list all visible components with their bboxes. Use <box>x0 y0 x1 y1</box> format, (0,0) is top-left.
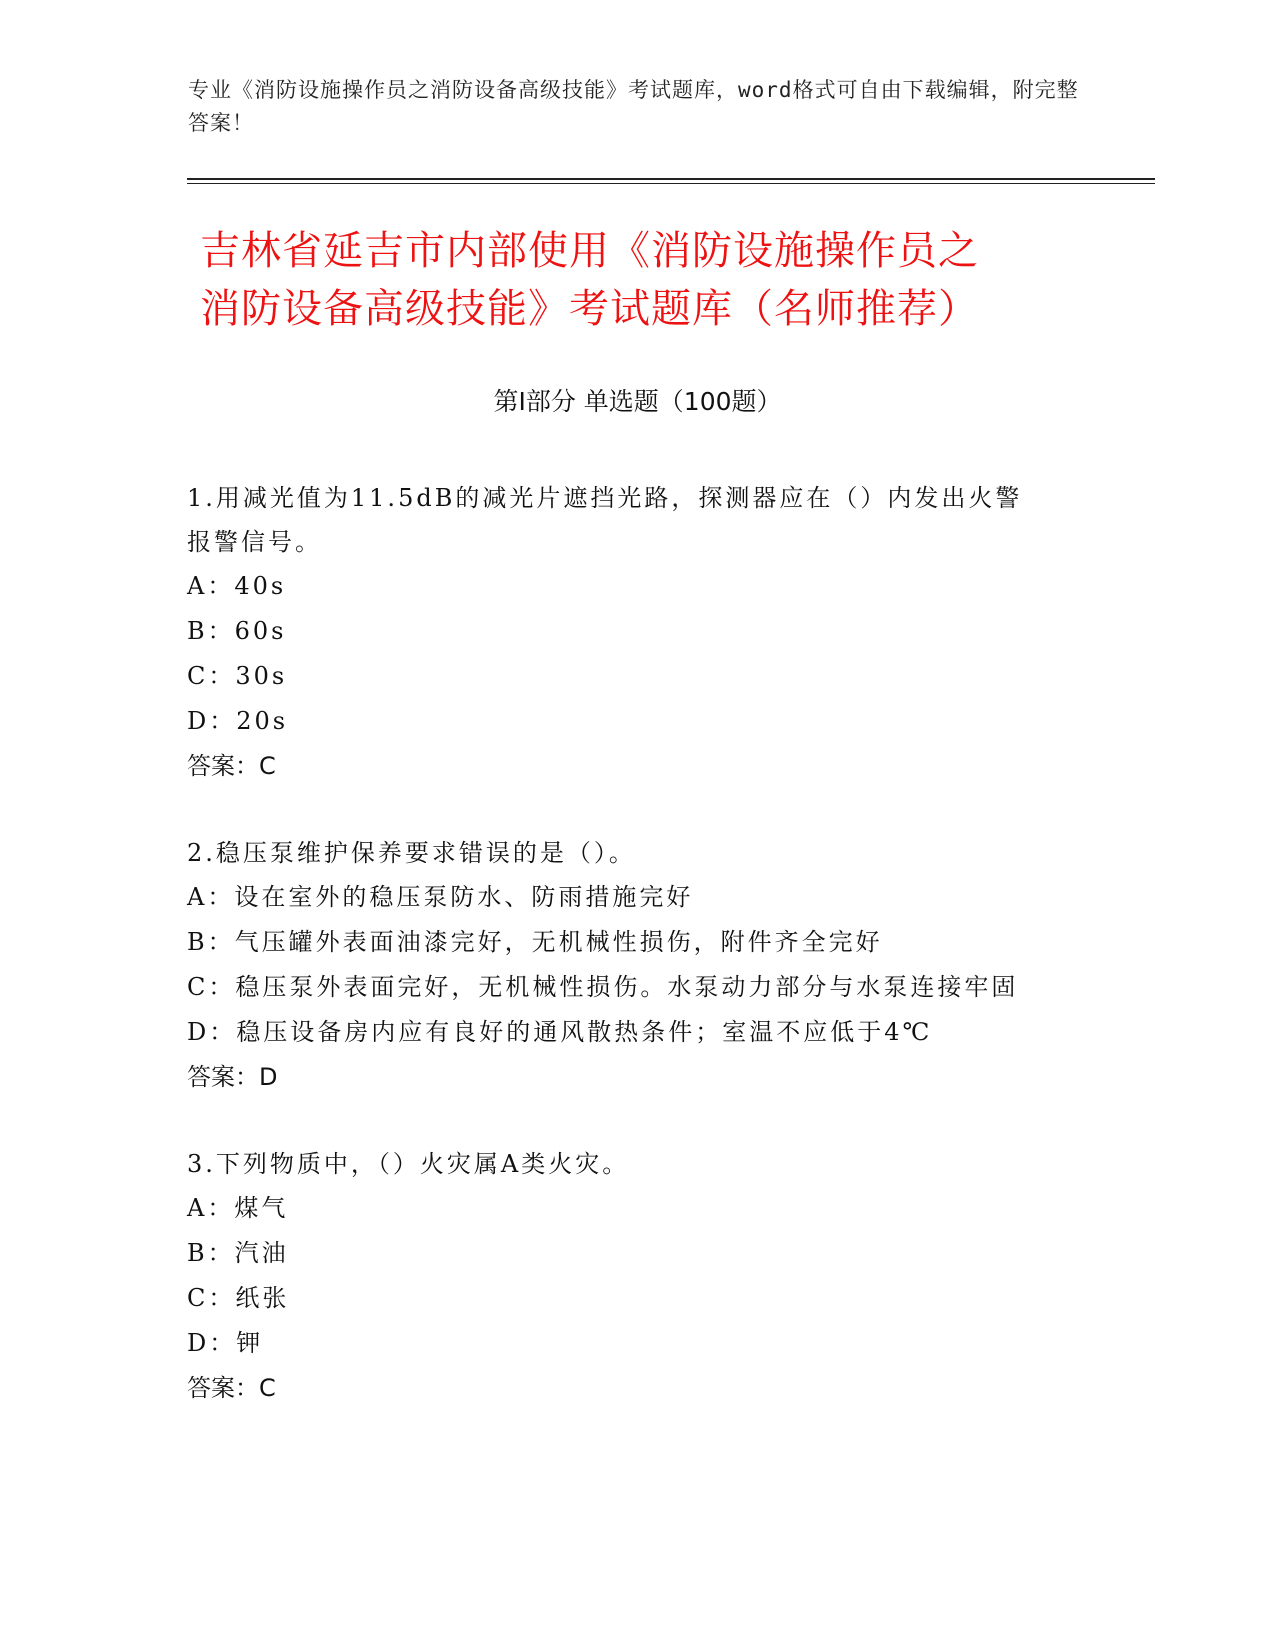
question-3 <box>187 1142 1087 1410</box>
question-3-option-b: B：汽油 <box>187 1239 289 1267</box>
header-note: 专业《消防设施操作员之消防设备高级技能》考试题库，word格式可自由下载编辑，附完整答案！ <box>188 78 1079 135</box>
question-3-option-c: C：纸张 <box>187 1284 290 1312</box>
question-2-option-c: C：稳压泵外表面完好，无机械性损伤。水泵动力部分与水泵连接牢固 <box>187 973 1019 1001</box>
question-3-option-d: D：钾 <box>187 1329 264 1357</box>
section-title: 第Ⅰ部分 单选题（100题） <box>493 387 782 416</box>
question-spacer <box>187 1099 1087 1142</box>
question-3-option-a: A：煤气 <box>187 1194 289 1222</box>
question-1-option-b: B：60s <box>187 617 287 645</box>
header-divider-thick <box>187 178 1155 180</box>
question-2 <box>187 831 1087 1099</box>
question-1-stem-line-1: 1.用减光值为11.5dB的减光片遮挡光路，探测器应在（）内发出火警 <box>187 484 1023 512</box>
document-title-line-2: 消防设备高级技能》考试题库（名师推荐） <box>200 286 979 332</box>
question-1-stem-line-2: 报警信号。 <box>187 528 322 556</box>
question-spacer <box>187 788 1087 831</box>
question-1-option-c: C：30s <box>187 662 288 690</box>
question-1 <box>187 476 1087 788</box>
question-2-option-b: B：气压罐外表面油漆完好，无机械性损伤，附件齐全完好 <box>187 928 883 956</box>
question-1-answer: 答案：C <box>187 752 276 780</box>
question-list <box>187 476 1087 1410</box>
question-3-stem-line-1: 3.下列物质中，（）火灾属A类火灾。 <box>187 1150 630 1178</box>
header-divider-thin <box>187 183 1155 184</box>
document-title-line-1: 吉林省延吉市内部使用《消防设施操作员之 <box>200 228 979 274</box>
question-3-answer: 答案：C <box>187 1374 276 1402</box>
question-1-option-d: D：20s <box>187 707 289 735</box>
question-2-option-a: A：设在室外的稳压泵防水、防雨措施完好 <box>187 883 694 911</box>
question-1-option-a: A：40s <box>187 572 287 600</box>
question-2-option-d: D：稳压设备房内应有良好的通风散热条件；室温不应低于4℃ <box>187 1018 933 1046</box>
question-2-stem-line-1: 2.稳压泵维护保养要求错误的是（）。 <box>187 839 636 867</box>
document-title <box>200 222 1100 338</box>
question-2-answer: 答案：D <box>187 1063 278 1091</box>
